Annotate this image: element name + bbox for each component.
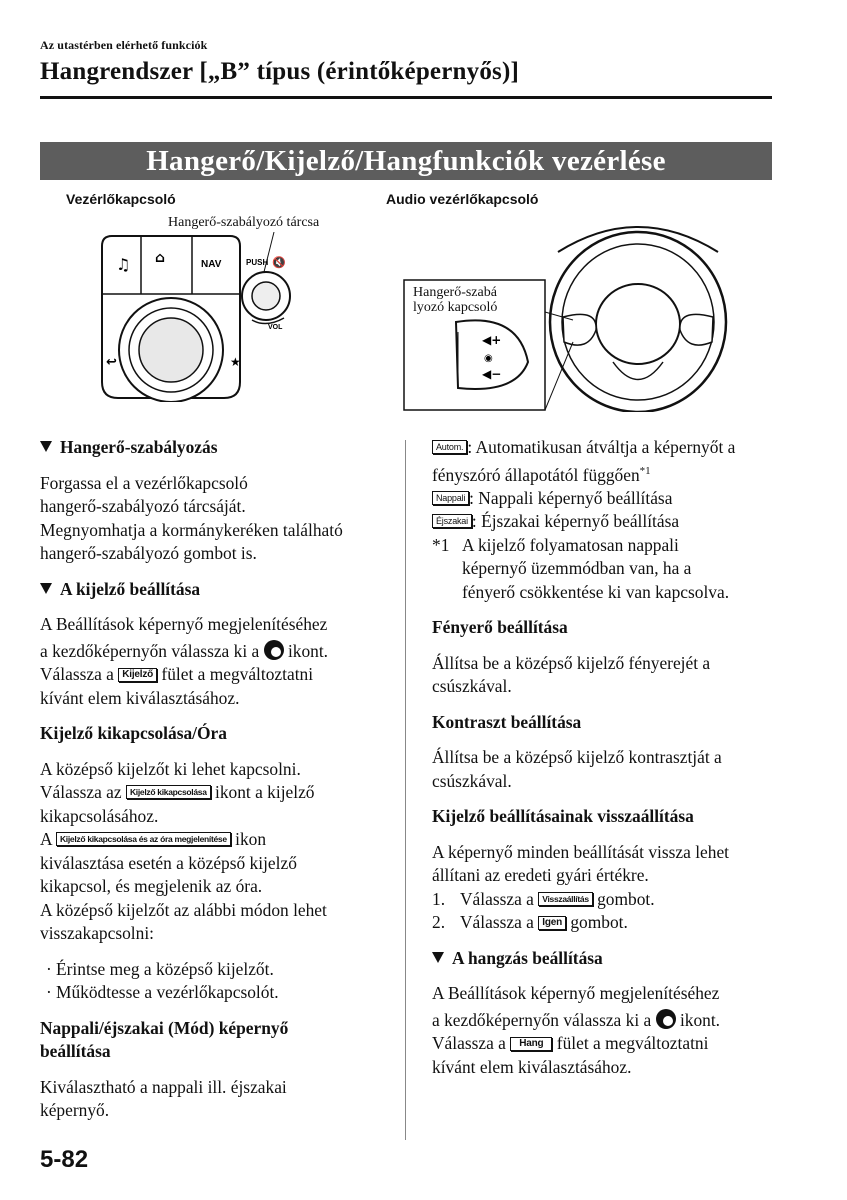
bullet-dot: · — [46, 982, 52, 1002]
display-text-2b: ikont. — [287, 640, 329, 661]
settings-gear-icon — [264, 640, 284, 660]
vol-label: VOL — [268, 324, 283, 331]
contrast-heading: Kontraszt beállítása — [432, 711, 582, 732]
triangle-marker-icon — [40, 583, 52, 594]
nappali-button: Nappali — [432, 491, 469, 505]
display-text-4: kívánt elem kiválasztásához. — [40, 687, 240, 708]
display-off-text-3: kikapcsolásához. — [40, 805, 159, 826]
display-off-button: Kijelző kikapcsolása — [126, 785, 211, 799]
bullet-1: Érintse meg a középső kijelzőt. — [56, 958, 274, 979]
step-2b: gombot. — [570, 912, 628, 933]
page-number: 5-82 — [40, 1146, 89, 1173]
step-2a: Válassza a — [460, 912, 534, 933]
right-column — [432, 436, 777, 1079]
steering-figure-label: Audio vezérlőkapcsoló — [386, 191, 539, 207]
commander-knob — [139, 318, 203, 382]
volume-up-icon: ◀+ — [482, 333, 502, 347]
visszaallitas-button: Visszaállítás — [538, 892, 593, 906]
display-text-3b: fület a megváltoztatni — [161, 664, 314, 684]
volume-text-2: hangerő-szabályozó tárcsáját. — [40, 496, 246, 516]
display-off-clock-button: Kijelző kikapcsolása és az óra megjelenítése — [56, 832, 231, 846]
mode-text-1: Kiválasztható a nappali ill. éjszakai — [40, 1076, 287, 1097]
audio-switch-callout-2: lyozó kapcsoló — [413, 300, 498, 315]
breadcrumb: Az utastérben elérhető funkciók — [40, 38, 208, 52]
display-text-1: A Beállítások képernyő megjelenítéséhez — [40, 614, 328, 634]
display-off-text-8: visszakapcsolni: — [40, 923, 154, 943]
display-off-text-5: kiválasztása esetén a középső kijelző — [40, 852, 297, 873]
mode-heading-1: Nappali/éjszakai (Mód) képernyő — [40, 1017, 289, 1038]
volume-heading: Hangerő-szabályozás — [60, 437, 218, 457]
mode-text-2: képernyő. — [40, 1100, 110, 1120]
step-number-1: 1. — [432, 888, 446, 909]
volume-down-icon: ◀− — [482, 367, 502, 381]
bullet-dot: · — [46, 958, 52, 979]
commander-switch-illustration — [94, 232, 294, 402]
volume-text-1: Forgassa el a vezérlőkapcsoló — [40, 472, 248, 493]
footnote-ref: *1 — [639, 464, 651, 477]
brightness-heading: Fényerő beállítása — [432, 617, 568, 638]
kijelzo-tab-button: Kijelző — [118, 668, 157, 682]
sound-heading: A hangzás beállítása — [452, 947, 603, 968]
day-text: : Nappali képernyő beállítása — [469, 487, 673, 508]
favorites-star-icon: ★ — [230, 355, 241, 369]
brightness-text-1: Állítsa be a középső kijelző fényerejét a — [432, 652, 711, 673]
music-icon: ♫ — [116, 255, 131, 274]
night-text: : Éjszakai képernyő beállítása — [471, 511, 680, 532]
display-off-text-7: A középső kijelzőt az alábbi módon lehet — [40, 899, 327, 920]
sound-text-1: A Beállítások képernyő megjelenítéséhez — [432, 983, 720, 1004]
page-title: Hangrendszer [„B” típus (érintőképernyős)] — [40, 58, 519, 85]
display-heading: A kijelző beállítása — [60, 578, 201, 599]
footnote-text-2: képernyő üzemmódban van, ha a — [462, 558, 692, 579]
reset-heading: Kijelző beállításainak visszaállítása — [432, 806, 694, 827]
hang-tab-button: Hang — [510, 1037, 552, 1051]
reset-text-2: állítani az eredeti gyári értékre. — [432, 865, 649, 886]
back-icon: ↩ — [106, 355, 117, 370]
brightness-text-2: csúszkával. — [432, 676, 512, 697]
sound-text-3a: Válassza a — [432, 1033, 506, 1054]
heading-rule — [40, 96, 772, 99]
display-off-text-6: kikapcsol, és megjelenik az óra. — [40, 876, 263, 896]
display-off-text-2b: ikont a kijelző — [215, 782, 315, 802]
contrast-text-1: Állítsa be a középső kijelző kontrasztját a — [432, 747, 722, 768]
commander-figure-label: Vezérlőkapcsoló — [66, 191, 176, 207]
display-text-2a: a kezdőképernyőn válassza ki a — [40, 640, 260, 661]
display-off-text-1: A középső kijelzőt ki lehet kapcsolni. — [40, 758, 301, 779]
bullet-2: Működtesse a vezérlőkapcsolót. — [56, 982, 279, 1002]
mode-heading-2: beállítása — [40, 1041, 111, 1061]
step-1a: Válassza a — [460, 888, 534, 909]
sound-text-3b: fület a megváltoztatni — [556, 1033, 709, 1054]
autom-button: Autom. — [432, 440, 467, 454]
audio-switch-callout-1: Hangerő-szabá — [413, 285, 497, 300]
display-off-text-4b: ikon — [235, 829, 267, 849]
sound-text-2b: ikont. — [679, 1009, 721, 1030]
home-icon: ⌂ — [155, 250, 166, 266]
footnote-text-1: A kijelző folyamatosan nappali — [462, 534, 679, 555]
contrast-text-2: csúszkával. — [432, 770, 512, 791]
sound-text-4: kívánt elem kiválasztásához. — [432, 1056, 632, 1077]
igen-button: Igen — [538, 916, 566, 930]
display-off-heading: Kijelző kikapcsolása/Óra — [40, 723, 227, 743]
ejszakai-button: Éjszakai — [432, 514, 472, 528]
section-title-bar: Hangerő/Kijelző/Hangfunkciók vezérlése — [40, 142, 772, 180]
voice-icon: ◉ — [484, 353, 493, 364]
footnote-mark: *1 — [432, 534, 450, 555]
column-divider — [405, 440, 406, 1140]
volume-dial-callout: Hangerő-szabályozó tárcsa — [168, 215, 320, 230]
triangle-marker-icon — [432, 952, 444, 963]
display-text-3a: Válassza a — [40, 664, 114, 684]
mute-icon: 🔇 — [272, 256, 286, 269]
steering-hub — [596, 284, 680, 364]
auto-text-1: : Automatikusan átváltja a képernyőt a — [467, 437, 736, 457]
volume-text-4: hangerő-szabályozó gombot is. — [40, 543, 257, 563]
auto-text-2: fényszóró állapotától függően — [432, 464, 640, 485]
footnote-text-3: fényerő csökkentése ki van kapcsolva. — [462, 581, 730, 602]
step-1b: gombot. — [597, 888, 655, 909]
volume-text-3: Megnyomhatja a kormánykeréken található — [40, 519, 343, 540]
reset-text-1: A képernyő minden beállítását vissza lehet — [432, 841, 729, 862]
sound-text-2a: a kezdőképernyőn válassza ki a — [432, 1009, 652, 1030]
display-off-text-2a: Válassza az — [40, 782, 122, 802]
left-column — [40, 436, 396, 1123]
display-off-text-4a: A — [40, 829, 52, 849]
triangle-marker-icon — [40, 441, 52, 452]
nav-button-label: NAV — [201, 259, 222, 270]
push-label: PUSH — [246, 258, 269, 267]
step-number-2: 2. — [432, 912, 446, 933]
settings-gear-icon — [656, 1009, 676, 1029]
